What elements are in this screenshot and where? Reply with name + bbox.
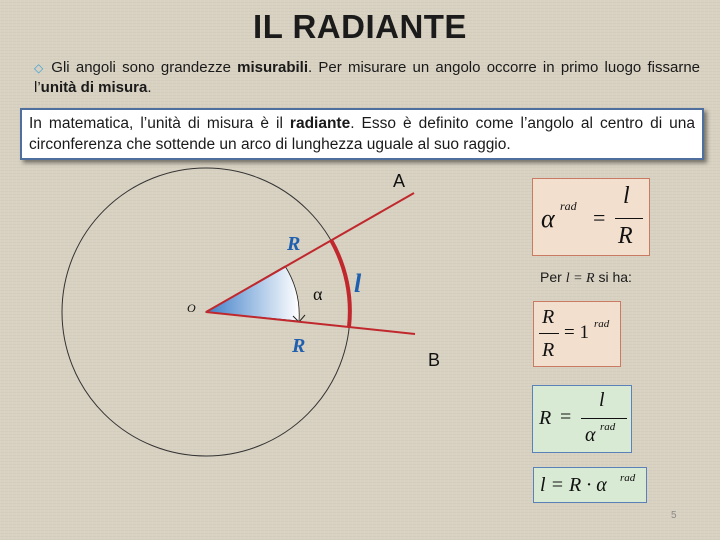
label-B: B [428, 350, 441, 370]
diamond-bullet-icon: ◇ [34, 61, 46, 75]
definition-box [20, 108, 704, 160]
definition-bold-radiante: radiante [289, 115, 351, 132]
ray-OB [206, 312, 415, 334]
intro-text-3: . [147, 79, 152, 96]
ray-OA [206, 193, 414, 312]
f4-rad: rad [620, 472, 636, 484]
f1-fraction-bar [615, 218, 643, 219]
f3-rad: rad [600, 421, 616, 433]
slide-title: IL RADIANTE [253, 8, 467, 45]
f3-equals: = [560, 406, 572, 428]
f1-rad: rad [560, 199, 577, 213]
f3-fraction-bar [581, 418, 627, 419]
definition-text-1: In matematica, l’unità di misura è il [29, 115, 290, 132]
formula-l [533, 467, 647, 503]
f2-numerator: R [542, 306, 555, 328]
f1-denominator: R [618, 223, 633, 249]
page-number: 5 [671, 510, 677, 521]
formula-alpha-definition [532, 178, 650, 256]
f3-numerator: l [599, 389, 605, 411]
formula-R [532, 385, 632, 453]
label-R-bottom: R [292, 335, 306, 357]
f2-equals-one: = 1 [564, 322, 589, 343]
f1-numerator: l [623, 183, 630, 209]
radian-diagram [0, 160, 500, 490]
per-text [540, 269, 632, 287]
formula-R-over-R [533, 301, 621, 367]
f2-rad: rad [594, 318, 610, 330]
label-A: A [393, 171, 406, 191]
intro-text-1: Gli angoli sono grandezze [51, 59, 238, 76]
f3-alpha: α [585, 424, 596, 446]
label-alpha: α [313, 284, 323, 304]
per-prefix: Per [540, 269, 566, 285]
definition-text-2: . Esso è definito come l’angolo al centro di una circonferenza che sottende un arco di lunghezza uguale al suo raggio. [29, 115, 695, 153]
intro-paragraph [34, 58, 700, 98]
intro-bold-unita: unità di misura [40, 79, 148, 96]
f1-equals: = [593, 205, 606, 230]
intro-text-2: . Per misurare un angolo occorre in primo luogo fissarne l’ [34, 59, 701, 96]
f2-fraction-bar [539, 333, 559, 334]
f2-denominator: R [542, 339, 555, 361]
per-suffix: si ha: [594, 269, 632, 285]
per-math: l = R [565, 271, 595, 286]
label-O: O [187, 301, 196, 315]
label-l: l [354, 269, 362, 298]
f3-lhs: R [539, 407, 552, 429]
label-R-top: R [287, 233, 301, 255]
f1-alpha: α [541, 204, 555, 233]
f4-expr: l = R · α [540, 474, 607, 496]
arc-l [331, 240, 350, 327]
intro-bold-misurabili: misurabili [237, 59, 308, 76]
